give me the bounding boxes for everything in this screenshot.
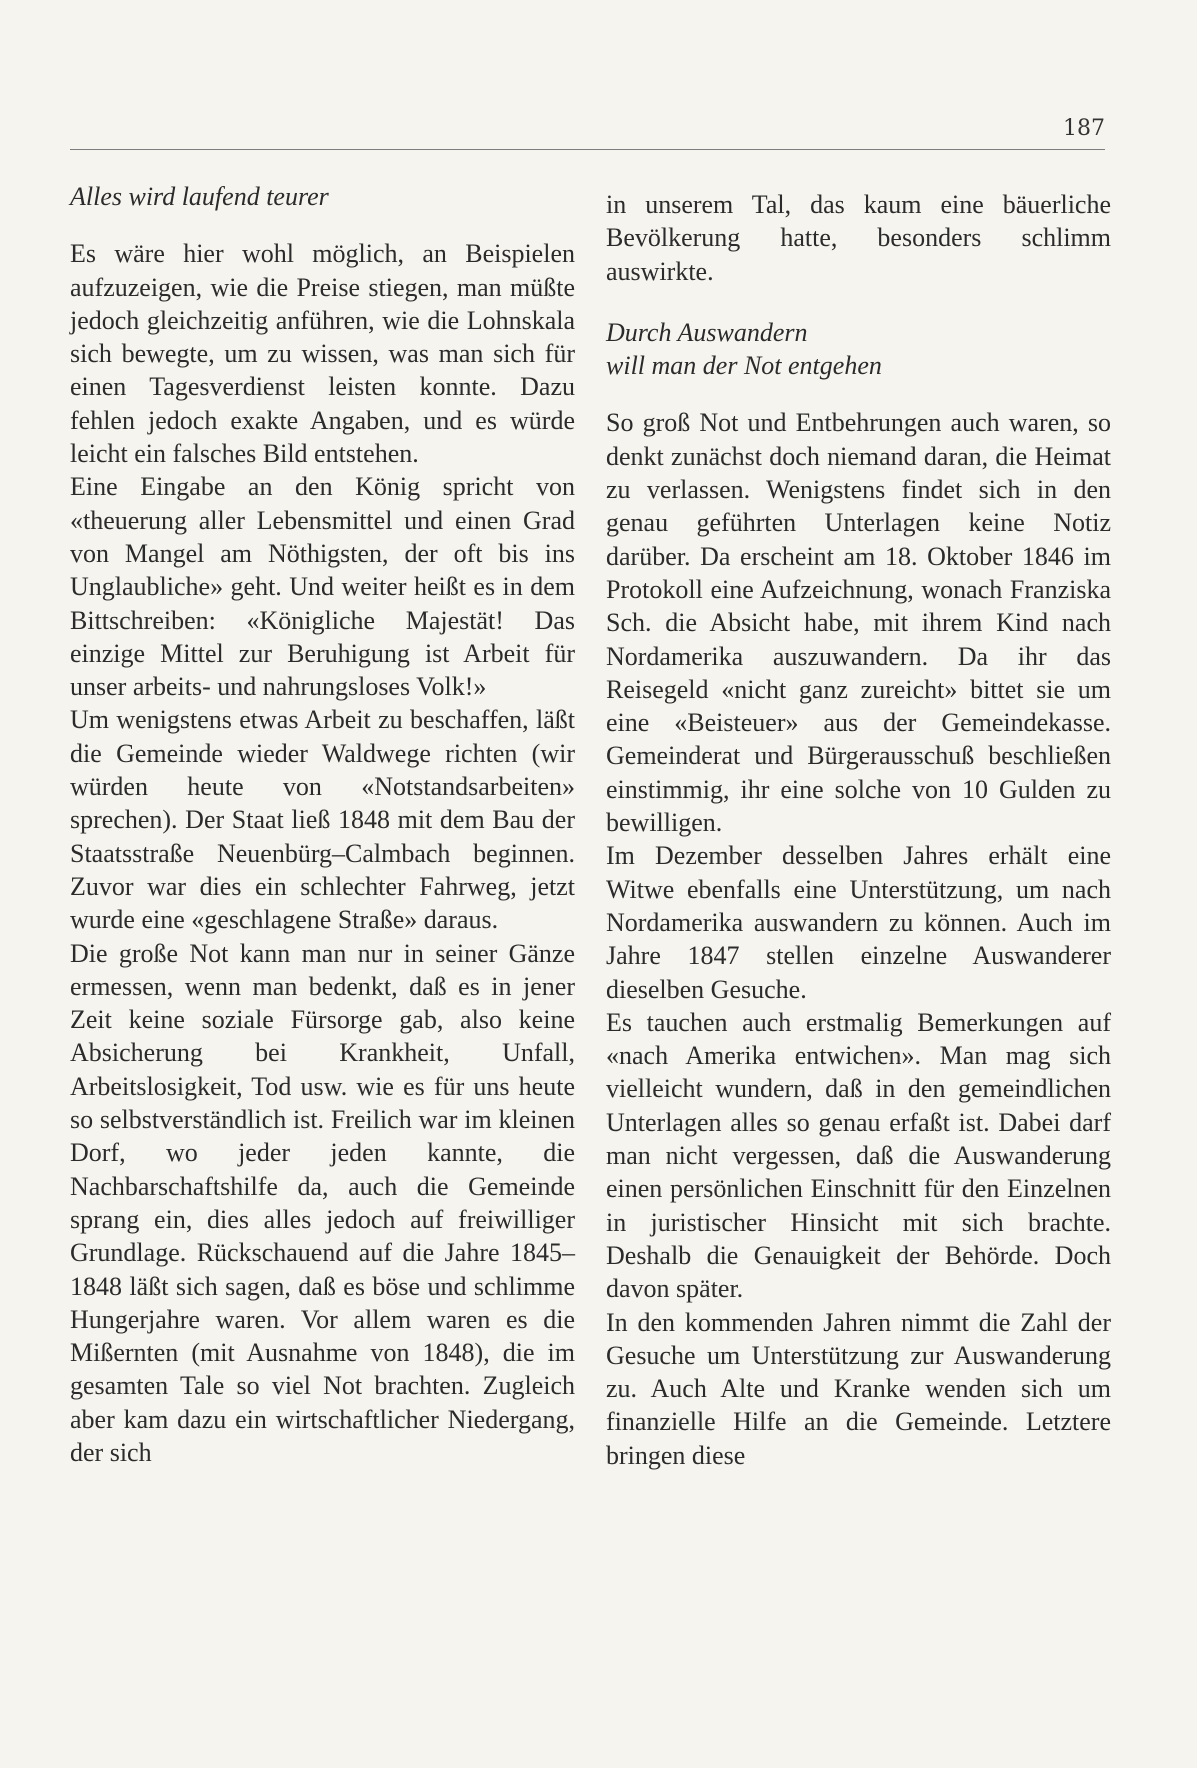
- paragraph: In den kommenden Jahren nimmt die Zahl der Gesuche um Unterstützung zur Auswanderung zu. Auch Alte und Kranke wenden sich um finanzielle Hilfe an die Gemeinde. Letztere bringen diese: [606, 1307, 1111, 1470]
- paragraph: in unserem Tal, das kaum eine bäuerliche Bevölkerung hatte, besonders schlimm auswirkte.: [606, 190, 1111, 286]
- paragraph: Eine Eingabe an den König spricht von «theuerung aller Lebensmittel und einen Grad von Mangel am Nöthigsten, der oft bis ins Unglaubliche» geht. Und weiter heißt es in dem Bittschreiben: «Königliche Majestät! Das einzige Mittel zur Beruhigung ist Arbeit für unser arbeits- und nahrungsloses Volk!»: [70, 472, 575, 702]
- paragraph: Es tauchen auch erstmalig Bemerkungen auf «nach Amerika entwichen». Man mag sich vielleicht wundern, daß in den gemeindlichen Unterlagen alles so genau erfaßt ist. Dabei darf man nicht vergessen, daß die Auswanderung einen persönlichen Einschnitt für den Einzelnen in juristischer Hinsicht mit sich brachte. Deshalb die Genauigkeit der Behörde. Doch davon später.: [606, 1007, 1111, 1304]
- header-rule: [70, 149, 1105, 150]
- heading-line: Durch Auswandern: [606, 317, 808, 347]
- right-column: [606, 188, 1111, 1472]
- section-heading-emigration: [606, 316, 1111, 383]
- heading-line: will man der Not entgehen: [606, 351, 882, 381]
- paragraph: Um wenigstens etwas Arbeit zu beschaffen, läßt die Gemeinde wieder Waldwege richten (wir würden heute von «Notstandsarbeiten» sprechen). Der Staat ließ 1848 mit dem Bau der Staatsstraße Neuenbürg–Calmbach beginnen. Zuvor war dies ein schlechter Fahrweg, jetzt wurde eine «geschlagene Straße» daraus.: [70, 705, 575, 935]
- page-number: 187: [1063, 116, 1105, 141]
- left-column: [70, 180, 575, 1469]
- section-heading-prices: Alles wird laufend teurer: [70, 182, 329, 211]
- paragraph: Die große Not kann man nur in seiner Gänze ermessen, wenn man bedenkt, daß es in jener Zeit keine soziale Fürsorge gab, also keine Absicherung bei Krankheit, Unfall, Arbeitslosigkeit, Tod usw. wie es für uns heute so selbstverständlich ist. Freilich war im kleinen Dorf, wo jeder jeden kannte, die Nachbarschaftshilfe da, auch die Gemeinde sprang ein, dies alles jedoch auf freiwilliger Grundlage. Rückschauend auf die Jahre 1845–1848 läßt sich sagen, daß es böse und schlimme Hungerjahre waren. Vor allem waren es die Mißernten (mit Ausnahme von 1848), die im gesamten Tale so viel Not brachten. Zugleich aber kam dazu ein wirtschaftlicher Niedergang, der sich: [70, 938, 575, 1467]
- paragraph: Im Dezember desselben Jahres erhält eine Witwe ebenfalls eine Unterstützung, um nach Nordamerika auswandern zu können. Auch im Jahre 1847 stellen einzelne Auswanderer dieselben Gesuche.: [606, 841, 1111, 1004]
- paragraph: So groß Not und Entbehrungen auch waren, so denkt zunächst doch niemand daran, die Heimat zu verlassen. Wenigstens findet sich in den genau geführten Unterlagen keine Notiz darüber. Da erscheint am 18. Oktober 1846 im Protokoll eine Aufzeichnung, wonach Franziska Sch. die Absicht habe, mit ihrem Kind nach Nordamerika auszuwandern. Da ihr das Reisegeld «nicht ganz zureicht» bittet sie um eine «Beisteuer» aus der Gemeindekasse. Gemeinderat und Bürgerausschuß beschließen einstimmig, ihr eine solche von 10 Gulden zu bewilligen.: [606, 408, 1111, 838]
- paragraph: Es wäre hier wohl möglich, an Beispielen aufzuzeigen, wie die Preise stiegen, man müßte jedoch gleichzeitig anführen, wie die Lohnskala sich bewegte, um zu wissen, was man sich für einen Tagesverdienst leisten konnte. Dazu fehlen jedoch exakte Angaben, und es würde leicht ein falsches Bild entstehen.: [70, 239, 575, 469]
